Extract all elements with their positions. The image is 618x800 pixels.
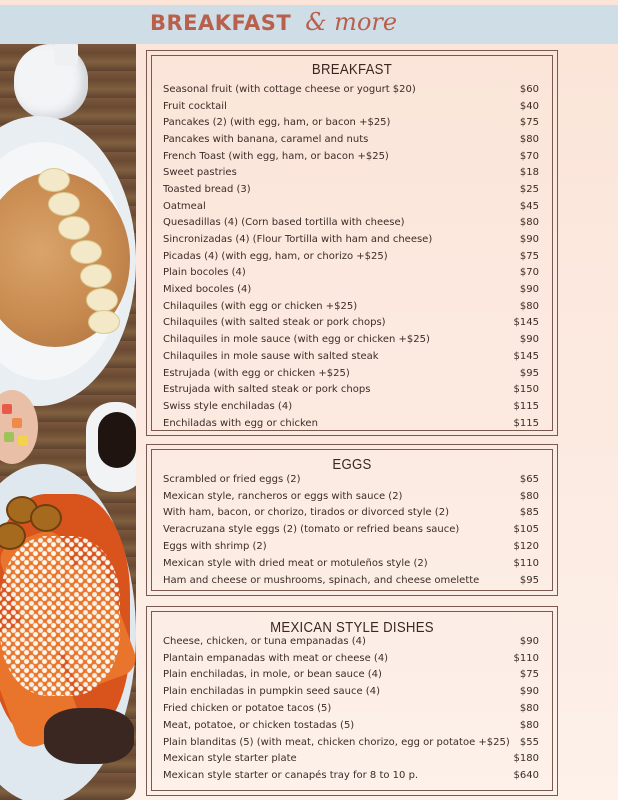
list-item — [163, 521, 539, 538]
section-title: BREAKFAST — [311, 61, 393, 78]
item-price: $70 — [519, 150, 539, 162]
list-item — [163, 331, 539, 348]
item-name: Oatmeal — [163, 200, 206, 212]
list-item — [163, 683, 539, 700]
item-price: $40 — [519, 100, 539, 112]
list-item — [163, 181, 539, 198]
item-price: $75 — [519, 669, 539, 681]
banana-slice — [88, 310, 120, 334]
cheese-topping-image — [0, 536, 120, 696]
section-title: EGGS — [332, 456, 372, 473]
item-name: Enchiladas with egg or chicken — [163, 417, 318, 429]
list-item — [163, 265, 539, 282]
item-price: $110 — [513, 557, 539, 569]
item-name: Seasonal fruit (with cottage cheese or yogurt $20) — [163, 83, 416, 95]
page-title — [150, 8, 397, 42]
item-name: Plain enchiladas in pumpkin seed sauce (4) — [163, 686, 380, 698]
list-item — [163, 81, 539, 98]
list-item — [163, 148, 539, 165]
item-price: $60 — [519, 83, 539, 95]
item-name: Chilaquiles in mole sauce (with egg or chicken +$25) — [163, 334, 430, 346]
item-price: $105 — [513, 524, 539, 536]
item-name: Quesadillas (4) (Corn based tortilla with cheese) — [163, 217, 405, 229]
list-item — [163, 348, 539, 365]
plantain-image — [30, 504, 62, 532]
item-name: Plain enchiladas, in mole, or bean sauce (4) — [163, 669, 382, 681]
refried-beans-image — [44, 708, 134, 764]
list-item — [163, 315, 539, 332]
item-price: $55 — [519, 736, 539, 748]
list-item — [163, 114, 539, 131]
item-name: Fried chicken or potatoe tacos (5) — [163, 703, 332, 715]
mexican-dishes-item-list — [163, 633, 539, 784]
page-title-main: BREAKFAST — [150, 11, 292, 35]
breakfast-item-list — [163, 81, 539, 431]
banana-slice — [86, 288, 118, 312]
list-item — [163, 751, 539, 768]
item-price: $75 — [519, 250, 539, 262]
item-name: Mixed bocoles (4) — [163, 284, 252, 296]
banana-slice — [48, 192, 80, 216]
item-name: Mexican style, rancheros or eggs with sauce (2) — [163, 490, 403, 502]
list-item — [163, 717, 539, 734]
item-name: French Toast (with egg, ham, or bacon +$25) — [163, 150, 389, 162]
item-name: Chilaquiles (with salted steak or pork chops) — [163, 317, 386, 329]
list-item — [163, 734, 539, 751]
item-price: $90 — [519, 686, 539, 698]
item-name: Meat, potatoe, or chicken tostadas (5) — [163, 719, 355, 731]
item-name: Veracruzana style eggs (2) (tomato or refried beans sauce) — [163, 524, 460, 536]
item-price: $90 — [519, 234, 539, 246]
item-name: Plantain empanadas with meat or cheese (4) — [163, 652, 389, 664]
item-name: Sincronizadas (4) (Flour Tortilla with ham and cheese) — [163, 234, 433, 246]
item-name: Mexican style starter or canapés tray for 8 to 10 p. — [163, 770, 419, 782]
list-item — [163, 231, 539, 248]
banana-slice — [58, 216, 90, 240]
item-name: Chilaquiles (with egg or chicken +$25) — [163, 300, 358, 312]
item-name: Scrambled or fried eggs (2) — [163, 473, 301, 485]
list-item — [163, 488, 539, 505]
item-price: $18 — [519, 167, 539, 179]
item-name: Ham and cheese or mushrooms, spinach, and cheese omelette — [163, 574, 480, 586]
item-name: Toasted bread (3) — [163, 183, 251, 195]
item-price: $640 — [513, 770, 539, 782]
list-item — [163, 365, 539, 382]
list-item — [163, 572, 539, 589]
item-name: Estrujada (with egg or chicken +$25) — [163, 367, 350, 379]
item-price: $180 — [513, 753, 539, 765]
item-price: $95 — [519, 367, 539, 379]
mexican-dishes-section — [146, 606, 558, 796]
item-name: Mexican style with dried meat or motuleños style (2) — [163, 557, 428, 569]
item-name: Sweet pastries — [163, 167, 237, 179]
list-item — [163, 281, 539, 298]
item-price: $120 — [513, 541, 539, 553]
list-item — [163, 381, 539, 398]
breakfast-section — [146, 50, 558, 436]
list-item — [163, 471, 539, 488]
item-price: $80 — [519, 300, 539, 312]
item-name: Cheese, chicken, or tuna empanadas (4) — [163, 635, 366, 647]
list-item — [163, 767, 539, 784]
item-price: $145 — [513, 350, 539, 362]
item-price: $90 — [519, 284, 539, 296]
item-price: $70 — [519, 267, 539, 279]
item-price: $65 — [519, 473, 539, 485]
item-price: $80 — [519, 133, 539, 145]
item-price: $80 — [519, 719, 539, 731]
list-item — [163, 164, 539, 181]
item-name: With ham, bacon, or chorizo, tirados or divorced style (2) — [163, 507, 449, 519]
list-item — [163, 667, 539, 684]
item-price: $110 — [513, 652, 539, 664]
banana-slice — [70, 240, 102, 264]
item-price: $80 — [519, 490, 539, 502]
white-pitcher-image — [14, 44, 88, 119]
list-item — [163, 398, 539, 415]
item-name: Pancakes with banana, caramel and nuts — [163, 133, 369, 145]
item-price: $115 — [513, 417, 539, 429]
eggs-item-list — [163, 471, 539, 589]
list-item — [163, 131, 539, 148]
item-name: Chilaquiles in mole sause with salted steak — [163, 350, 379, 362]
list-item — [163, 298, 539, 315]
item-name: Plain blanditas (5) (with meat, chicken chorizo, egg or potatoe +$25) — [163, 736, 510, 748]
list-item — [163, 415, 539, 432]
list-item — [163, 538, 539, 555]
list-item — [163, 505, 539, 522]
item-name: Plain bocoles (4) — [163, 267, 246, 279]
item-name: Swiss style enchiladas (4) — [163, 400, 293, 412]
item-price: $90 — [519, 334, 539, 346]
item-price: $80 — [519, 703, 539, 715]
list-item — [163, 215, 539, 232]
item-price: $150 — [513, 384, 539, 396]
item-price: $45 — [519, 200, 539, 212]
list-item — [163, 248, 539, 265]
list-item — [163, 555, 539, 572]
item-name: Picadas (4) (with egg, ham, or chorizo +$25) — [163, 250, 388, 262]
item-price: $75 — [519, 117, 539, 129]
list-item — [163, 98, 539, 115]
item-name: Fruit cocktail — [163, 100, 227, 112]
list-item — [163, 633, 539, 650]
item-name: Mexican style starter plate — [163, 753, 297, 765]
item-name: Eggs with shrimp (2) — [163, 541, 267, 553]
eggs-section — [146, 444, 558, 596]
item-price: $145 — [513, 317, 539, 329]
list-item — [163, 700, 539, 717]
item-price: $25 — [519, 183, 539, 195]
item-price: $115 — [513, 400, 539, 412]
item-price: $90 — [519, 635, 539, 647]
page-title-script: & more — [305, 8, 398, 36]
item-price: $95 — [519, 574, 539, 586]
section-title: MEXICAN STYLE DISHES — [270, 619, 434, 636]
banana-slice — [80, 264, 112, 288]
item-name: Estrujada with salted steak or pork chops — [163, 384, 371, 396]
banana-slice — [38, 168, 70, 192]
item-name: Pancakes (2) (with egg, ham, or bacon +$25) — [163, 117, 391, 129]
item-price: $80 — [519, 217, 539, 229]
food-photo-image — [0, 44, 136, 800]
list-item — [163, 650, 539, 667]
list-item — [163, 198, 539, 215]
item-price: $85 — [519, 507, 539, 519]
